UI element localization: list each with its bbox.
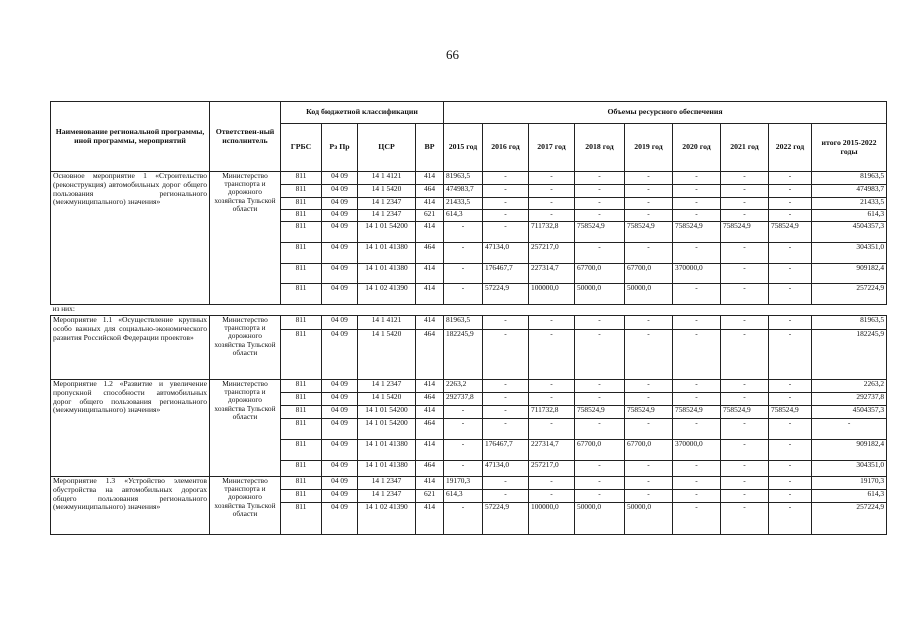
- amount-cell: -: [769, 419, 812, 440]
- amount-cell: -: [444, 461, 483, 477]
- code-cell: 621: [416, 490, 444, 503]
- code-cell: 414: [416, 380, 444, 393]
- code-cell: 14 1 4121: [358, 316, 416, 330]
- amount-cell: 81963,5: [812, 172, 887, 185]
- amount-cell: 304351,0: [812, 461, 887, 477]
- code-cell: 414: [416, 477, 444, 490]
- code-cell: 04 09: [322, 264, 358, 284]
- code-cell: 464: [416, 185, 444, 198]
- code-cell: 14 1 2347: [358, 380, 416, 393]
- code-cell: 811: [281, 330, 322, 380]
- code-cell: 04 09: [322, 210, 358, 222]
- amount-cell: 304351,0: [812, 243, 887, 264]
- amount-cell: 81963,5: [444, 172, 483, 185]
- amount-cell: -: [769, 477, 812, 490]
- amount-cell: -: [769, 461, 812, 477]
- code-cell: 464: [416, 461, 444, 477]
- amount-cell: -: [721, 393, 769, 406]
- amount-cell: -: [721, 264, 769, 284]
- amount-cell: -: [483, 477, 529, 490]
- amount-cell: 81963,5: [812, 316, 887, 330]
- amount-cell: -: [625, 316, 673, 330]
- amount-cell: 50000,0: [575, 503, 625, 535]
- amount-cell: -: [625, 172, 673, 185]
- amount-cell: 474983,7: [812, 185, 887, 198]
- header-responsible: Ответствен-ный исполнитель: [210, 102, 281, 172]
- code-cell: 14 1 01 41380: [358, 264, 416, 284]
- amount-cell: -: [673, 503, 721, 535]
- amount-cell: 21433,5: [444, 198, 483, 210]
- responsible-executor: Министерство транспорта и дорожного хозяйства Тульской области: [210, 477, 281, 535]
- amount-cell: -: [529, 393, 575, 406]
- amount-cell: -: [673, 210, 721, 222]
- amount-cell: 758524,9: [673, 406, 721, 419]
- amount-cell: -: [529, 419, 575, 440]
- amount-cell: -: [673, 380, 721, 393]
- amount-cell: 67700,0: [625, 440, 673, 461]
- amount-cell: -: [673, 243, 721, 264]
- amount-cell: 257224,9: [812, 284, 887, 305]
- code-cell: 414: [416, 284, 444, 305]
- measure-name: Основное мероприятие 1 «Строительство (реконструкция) автомобильных дорог общего пользования регионального (межмуниципального) значения»: [51, 172, 210, 305]
- amount-cell: -: [575, 198, 625, 210]
- table-body: [51, 172, 887, 535]
- amount-cell: -: [721, 172, 769, 185]
- header-vr: ВР: [416, 124, 444, 172]
- amount-cell: -: [575, 477, 625, 490]
- code-cell: 04 09: [322, 477, 358, 490]
- header-year: 2018 год: [575, 124, 625, 172]
- amount-cell: -: [769, 490, 812, 503]
- amount-cell: -: [529, 490, 575, 503]
- code-cell: 14 1 5420: [358, 330, 416, 380]
- code-cell: 414: [416, 316, 444, 330]
- amount-cell: -: [673, 490, 721, 503]
- amount-cell: -: [769, 380, 812, 393]
- code-cell: 14 1 01 54200: [358, 406, 416, 419]
- amount-cell: -: [721, 198, 769, 210]
- code-cell: 811: [281, 490, 322, 503]
- amount-cell: 2263,2: [812, 380, 887, 393]
- code-cell: 811: [281, 406, 322, 419]
- code-cell: 621: [416, 210, 444, 222]
- amount-cell: 2263,2: [444, 380, 483, 393]
- amount-cell: -: [769, 503, 812, 535]
- code-cell: 14 1 02 41390: [358, 284, 416, 305]
- header-year: 2015 год: [444, 124, 483, 172]
- amount-cell: -: [673, 330, 721, 380]
- measure-name: Мероприятие 1.1 «Осуществление крупных особо важных для социально-экономического развития Российской Федерации проектов»: [51, 316, 210, 380]
- amount-cell: -: [529, 172, 575, 185]
- amount-cell: -: [721, 210, 769, 222]
- amount-cell: -: [483, 316, 529, 330]
- amount-cell: -: [625, 330, 673, 380]
- amount-cell: -: [575, 393, 625, 406]
- amount-cell: 50000,0: [625, 284, 673, 305]
- table-row: [51, 380, 887, 393]
- code-cell: 414: [416, 440, 444, 461]
- measure-name: Мероприятие 1.2 «Развитие и увеличение пропускной способности автомобильных дорог общего пользования регионального (межмуниципального) значения»: [51, 380, 210, 477]
- amount-cell: -: [529, 185, 575, 198]
- amount-cell: 57224,9: [483, 284, 529, 305]
- amount-cell: -: [529, 210, 575, 222]
- amount-cell: 19170,3: [444, 477, 483, 490]
- amount-cell: -: [721, 490, 769, 503]
- code-cell: 811: [281, 477, 322, 490]
- amount-cell: -: [529, 198, 575, 210]
- amount-cell: -: [673, 393, 721, 406]
- code-cell: 14 1 2347: [358, 210, 416, 222]
- amount-cell: -: [673, 316, 721, 330]
- code-cell: 811: [281, 503, 322, 535]
- code-cell: 14 1 2347: [358, 198, 416, 210]
- amount-cell: -: [673, 172, 721, 185]
- header-year-total: итого 2015-2022 годы: [812, 124, 887, 172]
- amount-cell: 370000,0: [673, 440, 721, 461]
- code-cell: 14 1 02 41390: [358, 503, 416, 535]
- amount-cell: -: [769, 284, 812, 305]
- code-cell: 414: [416, 222, 444, 243]
- amount-cell: -: [575, 210, 625, 222]
- code-cell: 14 1 5420: [358, 393, 416, 406]
- amount-cell: 758524,9: [721, 222, 769, 243]
- table-row: [51, 305, 887, 316]
- code-cell: 811: [281, 185, 322, 198]
- amount-cell: 257224,9: [812, 503, 887, 535]
- amount-cell: 176467,7: [483, 440, 529, 461]
- code-cell: 04 09: [322, 222, 358, 243]
- amount-cell: -: [625, 210, 673, 222]
- amount-cell: -: [769, 172, 812, 185]
- code-cell: 464: [416, 330, 444, 380]
- amount-cell: 711732,8: [529, 222, 575, 243]
- responsible-executor: Министерство транспорта и дорожного хозяйства Тульской области: [210, 172, 281, 305]
- amount-cell: 182245,9: [444, 330, 483, 380]
- header-year: 2017 год: [529, 124, 575, 172]
- amount-cell: -: [625, 185, 673, 198]
- measure-name: Мероприятие 1.3 «Устройство элементов обустройства на автомобильных дорогах общего пользования регионального (межмуниципального) значения»: [51, 477, 210, 535]
- amount-cell: -: [673, 185, 721, 198]
- amount-cell: -: [625, 419, 673, 440]
- amount-cell: 227314,7: [529, 264, 575, 284]
- amount-cell: -: [575, 172, 625, 185]
- amount-cell: 100000,0: [529, 284, 575, 305]
- code-cell: 414: [416, 172, 444, 185]
- amount-cell: -: [444, 284, 483, 305]
- header-grbs: ГРБС: [281, 124, 322, 172]
- amount-cell: 758524,9: [625, 406, 673, 419]
- amount-cell: -: [769, 198, 812, 210]
- code-cell: 04 09: [322, 461, 358, 477]
- table-row: [51, 477, 887, 490]
- code-cell: 04 09: [322, 490, 358, 503]
- amount-cell: -: [673, 284, 721, 305]
- amount-cell: -: [625, 198, 673, 210]
- code-cell: 14 1 2347: [358, 490, 416, 503]
- amount-cell: 758524,9: [769, 222, 812, 243]
- code-cell: 811: [281, 264, 322, 284]
- code-cell: 04 09: [322, 330, 358, 380]
- amount-cell: -: [529, 330, 575, 380]
- code-cell: 414: [416, 198, 444, 210]
- amount-cell: 47134,0: [483, 243, 529, 264]
- responsible-executor: Министерство транспорта и дорожного хозяйства Тульской области: [210, 380, 281, 477]
- amount-cell: 370000,0: [673, 264, 721, 284]
- amount-cell: -: [625, 477, 673, 490]
- amount-cell: -: [769, 243, 812, 264]
- amount-cell: -: [625, 490, 673, 503]
- code-cell: 14 1 2347: [358, 477, 416, 490]
- amount-cell: -: [483, 198, 529, 210]
- amount-cell: -: [769, 210, 812, 222]
- code-cell: 14 1 01 54200: [358, 419, 416, 440]
- code-cell: 04 09: [322, 406, 358, 419]
- code-cell: 14 1 01 41380: [358, 461, 416, 477]
- amount-cell: -: [769, 185, 812, 198]
- amount-cell: -: [483, 406, 529, 419]
- amount-cell: 292737,8: [444, 393, 483, 406]
- amount-cell: -: [575, 185, 625, 198]
- code-cell: 14 1 4121: [358, 172, 416, 185]
- amount-cell: -: [444, 264, 483, 284]
- amount-cell: -: [444, 419, 483, 440]
- header-year: 2022 год: [769, 124, 812, 172]
- amount-cell: -: [529, 316, 575, 330]
- code-cell: 04 09: [322, 172, 358, 185]
- amount-cell: 67700,0: [575, 264, 625, 284]
- header-year: 2021 год: [721, 124, 769, 172]
- code-cell: 04 09: [322, 440, 358, 461]
- code-cell: 811: [281, 461, 322, 477]
- code-cell: 04 09: [322, 185, 358, 198]
- amount-cell: 758524,9: [575, 406, 625, 419]
- amount-cell: -: [483, 419, 529, 440]
- code-cell: 464: [416, 419, 444, 440]
- amount-cell: -: [483, 330, 529, 380]
- amount-cell: 758524,9: [769, 406, 812, 419]
- header-year: 2020 год: [673, 124, 721, 172]
- amount-cell: -: [625, 393, 673, 406]
- amount-cell: 758524,9: [673, 222, 721, 243]
- amount-cell: -: [721, 477, 769, 490]
- amount-cell: 67700,0: [575, 440, 625, 461]
- amount-cell: -: [673, 461, 721, 477]
- code-cell: 14 1 01 54200: [358, 222, 416, 243]
- amount-cell: -: [769, 264, 812, 284]
- amount-cell: 257217,0: [529, 461, 575, 477]
- amount-cell: -: [444, 440, 483, 461]
- code-cell: 811: [281, 243, 322, 264]
- code-cell: 811: [281, 222, 322, 243]
- header-budget-code: Код бюджетной классификации: [281, 102, 444, 124]
- amount-cell: -: [721, 284, 769, 305]
- amount-cell: -: [625, 461, 673, 477]
- header-year: 2016 год: [483, 124, 529, 172]
- amount-cell: -: [575, 330, 625, 380]
- amount-cell: -: [575, 243, 625, 264]
- amount-cell: 19170,3: [812, 477, 887, 490]
- code-cell: 464: [416, 243, 444, 264]
- amount-cell: -: [529, 477, 575, 490]
- code-cell: 811: [281, 393, 322, 406]
- amount-cell: -: [575, 316, 625, 330]
- code-cell: 811: [281, 419, 322, 440]
- amount-cell: -: [721, 419, 769, 440]
- amount-cell: 758524,9: [721, 406, 769, 419]
- amount-cell: 474983,7: [444, 185, 483, 198]
- amount-cell: -: [575, 461, 625, 477]
- amount-cell: -: [529, 380, 575, 393]
- amount-cell: -: [721, 185, 769, 198]
- code-cell: 04 09: [322, 284, 358, 305]
- amount-cell: -: [673, 477, 721, 490]
- page-number: 66: [446, 47, 459, 62]
- table-row: [51, 316, 887, 330]
- responsible-executor: Министерство транспорта и дорожного хозяйства Тульской области: [210, 316, 281, 380]
- header-rzpr: Рз Пр: [322, 124, 358, 172]
- amount-cell: -: [444, 406, 483, 419]
- code-cell: 04 09: [322, 419, 358, 440]
- amount-cell: -: [721, 503, 769, 535]
- amount-cell: -: [769, 393, 812, 406]
- amount-cell: -: [721, 316, 769, 330]
- code-cell: 811: [281, 198, 322, 210]
- amount-cell: -: [483, 172, 529, 185]
- code-cell: 04 09: [322, 503, 358, 535]
- amount-cell: -: [444, 222, 483, 243]
- code-cell: 414: [416, 406, 444, 419]
- amount-cell: 50000,0: [625, 503, 673, 535]
- code-cell: 811: [281, 172, 322, 185]
- code-cell: 04 09: [322, 316, 358, 330]
- amount-cell: 4504357,3: [812, 406, 887, 419]
- code-cell: 464: [416, 393, 444, 406]
- amount-cell: -: [721, 243, 769, 264]
- amount-cell: 257217,0: [529, 243, 575, 264]
- amount-cell: -: [721, 440, 769, 461]
- amount-cell: 909182,4: [812, 440, 887, 461]
- amount-cell: -: [721, 461, 769, 477]
- amount-cell: 176467,7: [483, 264, 529, 284]
- amount-cell: -: [444, 503, 483, 535]
- code-cell: 14 1 5420: [358, 185, 416, 198]
- amount-cell: 50000,0: [575, 284, 625, 305]
- table-row: [51, 172, 887, 185]
- header-csr: ЦСР: [358, 124, 416, 172]
- note-text: из них:: [51, 305, 887, 316]
- amount-cell: -: [483, 490, 529, 503]
- budget-table: [50, 101, 887, 535]
- amount-cell: 47134,0: [483, 461, 529, 477]
- amount-cell: -: [575, 419, 625, 440]
- amount-cell: 758524,9: [625, 222, 673, 243]
- amount-cell: -: [444, 243, 483, 264]
- amount-cell: 182245,9: [812, 330, 887, 380]
- amount-cell: 67700,0: [625, 264, 673, 284]
- amount-cell: -: [483, 210, 529, 222]
- amount-cell: 614,3: [812, 490, 887, 503]
- code-cell: 04 09: [322, 243, 358, 264]
- amount-cell: 21433,5: [812, 198, 887, 210]
- amount-cell: -: [721, 380, 769, 393]
- amount-cell: -: [673, 419, 721, 440]
- amount-cell: 4504357,3: [812, 222, 887, 243]
- amount-cell: -: [769, 330, 812, 380]
- amount-cell: -: [721, 330, 769, 380]
- amount-cell: -: [769, 316, 812, 330]
- amount-cell: -: [483, 393, 529, 406]
- amount-cell: -: [483, 185, 529, 198]
- amount-cell: 614,3: [812, 210, 887, 222]
- amount-cell: -: [575, 490, 625, 503]
- amount-cell: -: [769, 440, 812, 461]
- amount-cell: -: [812, 419, 887, 440]
- code-cell: 811: [281, 380, 322, 393]
- amount-cell: 614,3: [444, 210, 483, 222]
- code-cell: 811: [281, 440, 322, 461]
- amount-cell: 292737,8: [812, 393, 887, 406]
- code-cell: 14 1 01 41380: [358, 243, 416, 264]
- code-cell: 04 09: [322, 198, 358, 210]
- amount-cell: -: [483, 380, 529, 393]
- code-cell: 14 1 01 41380: [358, 440, 416, 461]
- amount-cell: 758524,9: [575, 222, 625, 243]
- amount-cell: 614,3: [444, 490, 483, 503]
- amount-cell: 81963,5: [444, 316, 483, 330]
- amount-cell: -: [483, 222, 529, 243]
- amount-cell: -: [575, 380, 625, 393]
- code-cell: 04 09: [322, 380, 358, 393]
- code-cell: 414: [416, 503, 444, 535]
- amount-cell: 57224,9: [483, 503, 529, 535]
- code-cell: 811: [281, 210, 322, 222]
- amount-cell: 227314,7: [529, 440, 575, 461]
- amount-cell: -: [673, 198, 721, 210]
- amount-cell: -: [625, 243, 673, 264]
- header-resources: Объемы ресурсного обеспечения: [444, 102, 887, 124]
- amount-cell: -: [625, 380, 673, 393]
- code-cell: 414: [416, 264, 444, 284]
- amount-cell: 711732,8: [529, 406, 575, 419]
- header-name: Наименование региональной программы, иной программы, мероприятий: [51, 102, 210, 172]
- amount-cell: 909182,4: [812, 264, 887, 284]
- code-cell: 811: [281, 284, 322, 305]
- code-cell: 811: [281, 316, 322, 330]
- header-year: 2019 год: [625, 124, 673, 172]
- amount-cell: 100000,0: [529, 503, 575, 535]
- code-cell: 04 09: [322, 393, 358, 406]
